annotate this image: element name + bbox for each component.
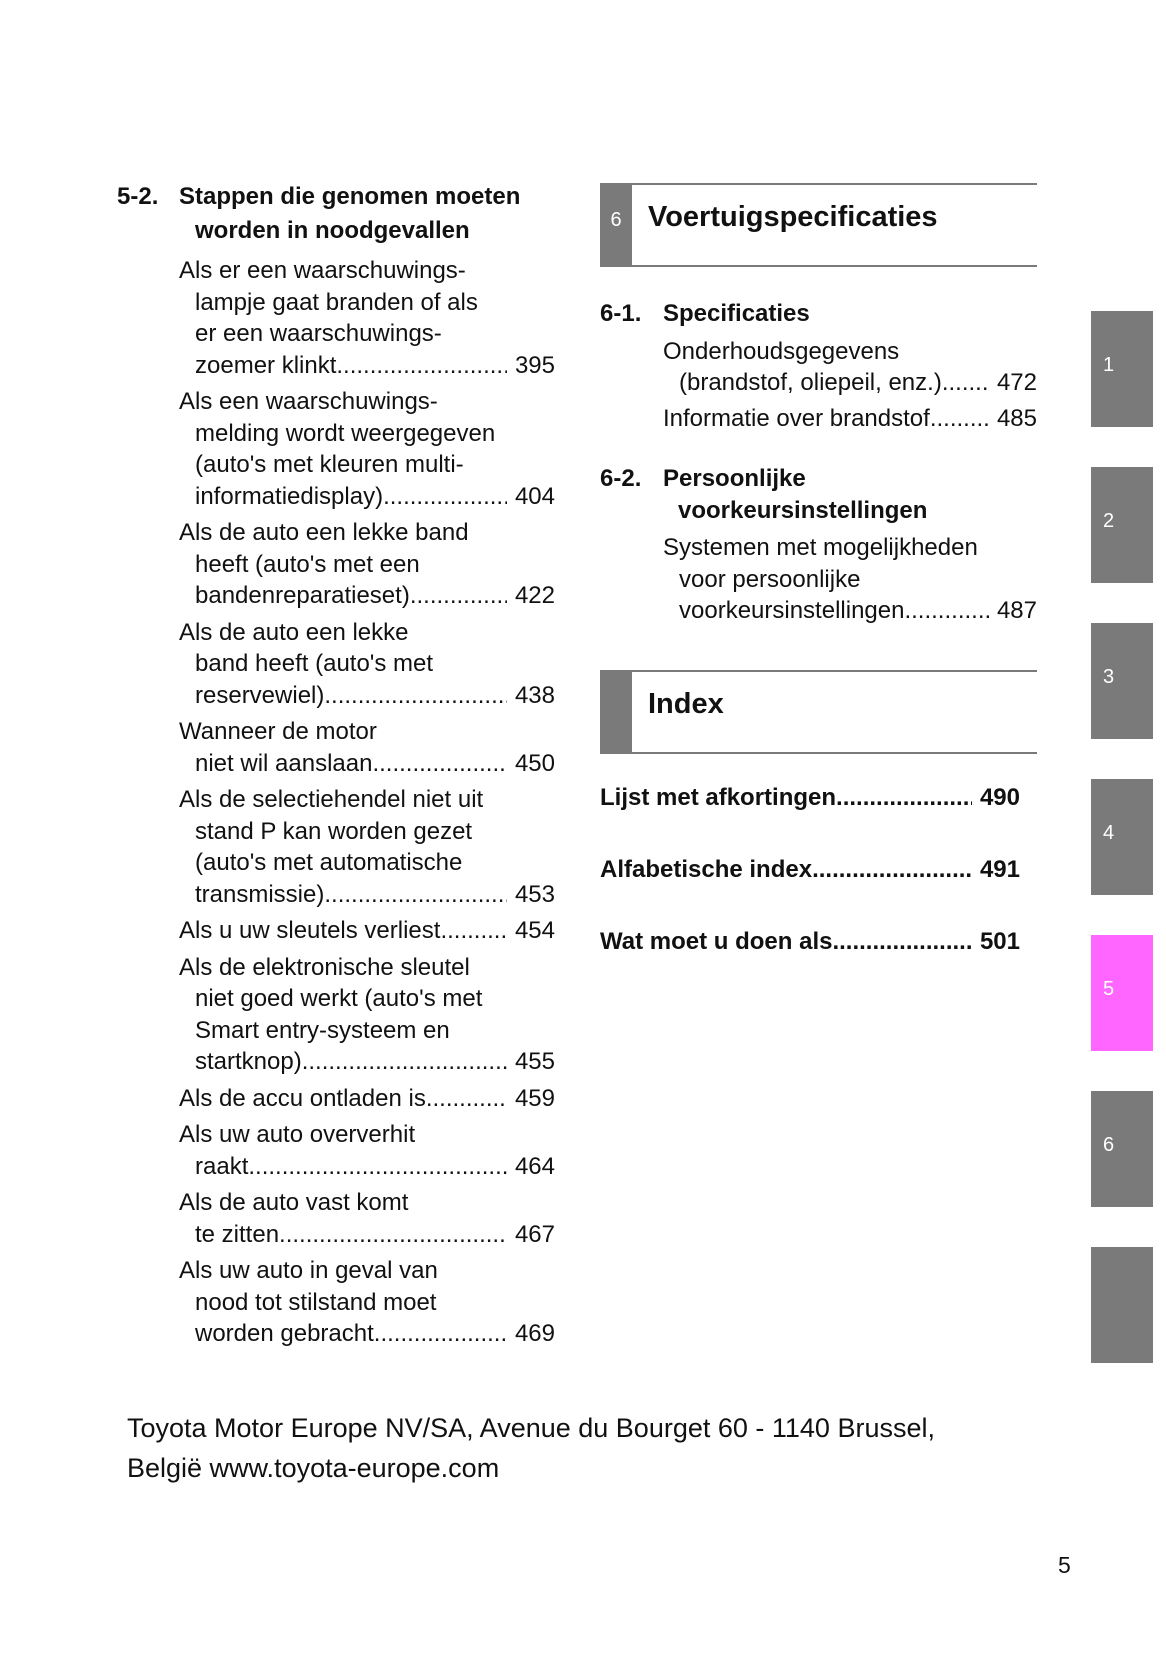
tab-label: 1 [1103,354,1115,376]
dot-leader [930,403,989,435]
toc-entry-text: reservewiel) [195,681,325,709]
toc-entry-text: Als u uw sleutels verliest [179,917,441,944]
toc-entry[interactable] [179,1255,555,1350]
chapter-6-header[interactable] [600,183,1037,267]
dot-leader [426,1083,507,1115]
toc-entry-line: stand P kan worden gezet [195,817,473,845]
toc-entry-line: Als een waarschuwings- [179,388,438,415]
page-ref: 491 [979,856,1020,883]
toc-entry-line: voor persoonlijke [679,565,861,593]
toc-entry-line: Als er een waarschuwings- [179,257,466,284]
chapter-tab-2[interactable] [1091,467,1153,583]
page-ref: 490 [979,784,1020,811]
page-ref: 438 [514,681,555,709]
subsection-number: 6-1. [600,300,642,327]
toc-entry-last-line [663,403,1037,435]
toc-entry-line: lampje gaat branden of als [195,288,478,316]
page-ref: 464 [514,1152,555,1180]
index-item-what-to-do[interactable] [600,928,1020,956]
toc-entry-line: nood tot stilstand moet [195,1288,437,1316]
toc-entry-line: melding wordt weergegeven [195,419,496,447]
subsection-title: Persoonlijke [663,465,806,492]
chapter-tab-7[interactable] [1091,1247,1153,1363]
toc-entry-line: (auto's met kleuren multi- [195,451,464,478]
toc-entry-last-line [179,680,555,712]
toc-entry[interactable] [600,336,1037,399]
toc-entry-text: informatiedisplay) [195,482,384,510]
toc-entries-5-2 [179,255,555,1355]
toc-entry[interactable] [179,1119,555,1182]
tab-label: 6 [1103,1134,1115,1156]
footer-line-2: België www.toyota-europe.com [127,1453,500,1483]
chapter-tab-3[interactable] [1091,623,1153,739]
chapter-tab-1[interactable] [1091,311,1153,427]
toc-entry-line: Als de auto een lekke band [179,519,469,546]
subsection-heading [600,463,1037,495]
toc-entry-last-line [179,1083,555,1115]
toc-entry[interactable] [179,915,555,947]
page-ref: 454 [514,917,555,944]
dot-leader [279,1219,507,1251]
footer-line-1: Toyota Motor Europe NV/SA, Avenue du Bourget 60 - 1140 Brussel, [127,1413,935,1443]
dot-leader [836,784,972,812]
dot-leader [383,481,507,513]
subsection-6-2 [600,463,1037,627]
toc-entry[interactable] [179,617,555,712]
toc-entry-last-line [179,748,555,780]
page-ref: 453 [514,880,555,908]
section-title-line-2: worden in noodgevallen [195,217,470,244]
page-ref: 455 [514,1048,555,1075]
toc-entry-last-line [179,1046,555,1078]
dot-leader [374,1318,507,1350]
index-item-label: Alfabetische index [600,856,813,883]
index-square [600,672,632,752]
toc-entry-last-line [179,1219,555,1251]
toc-entry[interactable] [600,532,1037,627]
toc-entry[interactable] [600,403,1037,435]
toc-entry-last-line [179,1318,555,1350]
chapter-tab-6[interactable] [1091,1091,1153,1207]
dot-leader [356,350,507,382]
toc-entry-line: Systemen met mogelijkheden [663,534,978,561]
page-number: 5 [1058,1552,1071,1578]
toc-entry-line: Smart entry-systeem en [195,1016,450,1044]
toc-entry-text: transmissie) [195,880,325,908]
toc-entry-line: Wanneer de motor [179,718,377,745]
dot-leader [852,928,971,956]
toc-entry-line: Als uw auto oververhit [179,1121,416,1148]
toc-entry[interactable] [179,1083,555,1115]
toc-entry-text: te zitten [195,1220,280,1248]
toc-entry-line: Als de auto vast komt [179,1189,409,1216]
index-item-abbreviations[interactable] [600,784,1020,812]
toc-entry-text: raakt [195,1152,249,1180]
index-title: Index [648,688,724,720]
subsection-6-1 [600,298,1037,434]
toc-entry-line: heeft (auto's met een [195,550,420,578]
publisher-footer [127,1408,1047,1488]
dot-leader [324,680,507,712]
page-ref: 472 [996,369,1037,396]
toc-entry[interactable] [179,386,555,512]
tab-label: 2 [1103,510,1115,532]
toc-entry-line: Als uw auto in geval van [179,1257,438,1284]
index-item-label: Lijst met afkortingen [600,784,837,811]
toc-entry[interactable] [179,952,555,1078]
chapter-tab-4[interactable] [1091,779,1153,895]
toc-entry-last-line [179,481,555,513]
page-ref: 487 [996,597,1037,624]
dot-leader [812,856,972,884]
toc-entry-text: Als de accu ontladen is [179,1084,426,1112]
toc-entry[interactable] [179,255,555,381]
page-ref: 450 [514,749,555,777]
dot-leader [440,915,507,947]
toc-entry-line: Als de selectiehendel niet uit [179,786,484,813]
toc-entry[interactable] [179,517,555,612]
dot-leader [904,595,988,627]
toc-entry-line: (auto's met automatische [195,849,463,876]
toc-entry-line: niet goed werkt (auto's met [195,985,483,1012]
toc-entry-text: startknop) [195,1048,302,1075]
page-ref: 422 [514,582,555,609]
toc-entry[interactable] [179,1187,555,1250]
chapter-tab-5[interactable] [1091,935,1153,1051]
dot-leader [324,879,507,911]
toc-entry-text: (brandstof, oliepeil, enz.) [679,369,942,396]
toc-entry-line: Als de elektronische sleutel [179,953,470,981]
page-ref: 404 [514,482,555,510]
dot-leader [248,1151,507,1183]
toc-entry-text: voorkeursinstellingen [679,597,905,624]
toc-entry-line: band heeft (auto's met [195,650,434,677]
subsection-heading [600,298,1037,330]
section-number: 5-2. [117,183,159,210]
tab-label: 5 [1103,978,1115,1000]
toc-entry-last-line [179,1151,555,1183]
page-ref: 485 [996,404,1037,432]
toc-entry-line: er een waarschuwings- [195,320,442,347]
chapter-title: Voertuigspecificaties [648,201,938,233]
toc-entry-text: niet wil aanslaan [195,749,373,777]
toc-entry-line: Als de auto een lekke [179,618,409,646]
index-item-label: Wat moet u doen als... [600,928,853,955]
page-ref: 469 [514,1320,555,1347]
index-header[interactable] [600,670,1037,754]
toc-entry-last-line [179,580,555,612]
index-item-alphabetical[interactable] [600,856,1020,884]
dot-leader [372,748,507,780]
toc-entry-last-line [663,367,1037,399]
toc-entry-last-line [179,879,555,911]
subsection-number: 6-2. [600,465,642,492]
toc-entry-text: Informatie over brandstof [663,404,930,432]
subsection-title-line-2: voorkeursinstellingen [678,496,928,524]
page-ref: 459 [514,1084,555,1112]
toc-entry-text: bandenreparatieset) [195,582,410,609]
toc-entry-text: worden gebracht [195,1320,374,1347]
section-title-line-1: Stappen die genomen moeten [179,183,521,210]
chapter-number-square: 6 [600,185,632,265]
toc-entry-text: zoemer klinkt... [195,351,357,379]
subsection-title: Specificaties [663,300,810,327]
toc-entry[interactable] [179,716,555,779]
tab-label: 3 [1103,666,1115,688]
toc-entry-line: Onderhoudsgegevens [663,337,900,365]
page-ref: 395 [514,351,555,379]
page-ref: 467 [514,1220,555,1248]
toc-entry-last-line [179,350,555,382]
dot-leader [942,367,989,399]
dot-leader [302,1046,507,1078]
toc-entry-last-line [663,595,1037,627]
tab-label: 4 [1103,822,1115,844]
toc-entry-last-line [179,915,555,947]
page-ref: 501 [979,928,1020,955]
toc-entry[interactable] [179,784,555,910]
dot-leader [410,580,507,612]
